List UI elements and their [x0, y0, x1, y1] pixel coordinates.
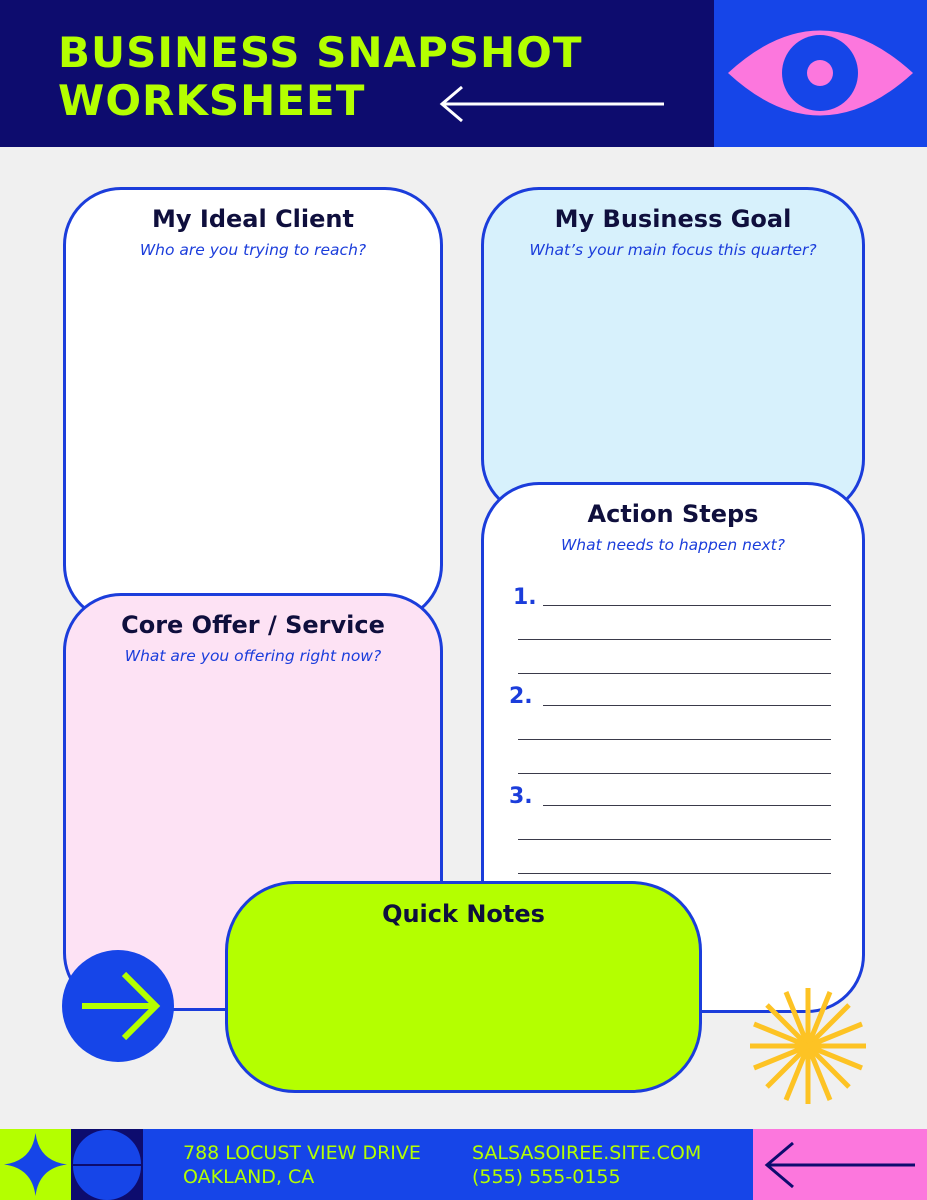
action-steps-title: Action Steps — [587, 500, 759, 528]
half-circle-shapes-icon — [71, 1129, 143, 1200]
action-steps-subtitle: What needs to happen next? — [560, 536, 785, 554]
left-arrow-icon — [436, 84, 668, 124]
footer-address-line1: 788 LOCUST VIEW DRIVE — [183, 1142, 421, 1164]
arrow-circle — [62, 950, 174, 1062]
four-point-star-icon — [0, 1129, 71, 1200]
step-1-line-3[interactable] — [518, 673, 831, 674]
step-1-line-1[interactable] — [543, 605, 831, 606]
quick-notes-card[interactable] — [225, 881, 702, 1093]
footer-navy-block — [71, 1129, 143, 1200]
footer-website-link[interactable]: SALSASOIREE.SITE.COM — [472, 1142, 702, 1164]
footer-address-line2: OAKLAND, CA — [183, 1166, 315, 1188]
quick-notes-title: Quick Notes — [382, 900, 545, 928]
ideal-client-card[interactable] — [63, 187, 443, 623]
step-3-line-2[interactable] — [518, 839, 831, 840]
ideal-client-subtitle: Who are you trying to reach? — [139, 241, 367, 259]
footer-green-block — [0, 1129, 71, 1200]
step-2-line-3[interactable] — [518, 773, 831, 774]
step-number-3: 3. — [509, 784, 533, 809]
core-offer-subtitle: What are you offering right now? — [124, 647, 382, 665]
business-goal-card[interactable] — [481, 187, 865, 517]
starburst-icon — [748, 986, 868, 1106]
right-arrow-icon — [62, 950, 174, 1062]
footer-pink-block — [753, 1129, 927, 1200]
page-title-line2: WORKSHEET — [58, 76, 366, 125]
business-goal-title: My Business Goal — [554, 205, 792, 233]
footer-phone[interactable]: (555) 555-0155 — [472, 1166, 621, 1188]
eye-panel — [714, 0, 927, 147]
page-title-line1: BUSINESS SNAPSHOT — [58, 28, 583, 77]
step-number-2: 2. — [509, 684, 533, 709]
eye-icon — [714, 0, 927, 147]
footer-contact-block — [143, 1129, 753, 1200]
core-offer-title: Core Offer / Service — [121, 611, 385, 639]
footer — [0, 1129, 927, 1200]
step-1-line-2[interactable] — [518, 639, 831, 640]
business-goal-subtitle: What’s your main focus this quarter? — [529, 241, 817, 259]
step-2-line-2[interactable] — [518, 739, 831, 740]
header-banner — [0, 0, 714, 147]
left-arrow-icon — [753, 1129, 927, 1200]
ideal-client-title: My Ideal Client — [152, 205, 354, 233]
step-2-line-1[interactable] — [543, 705, 831, 706]
step-3-line-3[interactable] — [518, 873, 831, 874]
step-3-line-1[interactable] — [543, 805, 831, 806]
step-number-1: 1. — [513, 585, 537, 610]
